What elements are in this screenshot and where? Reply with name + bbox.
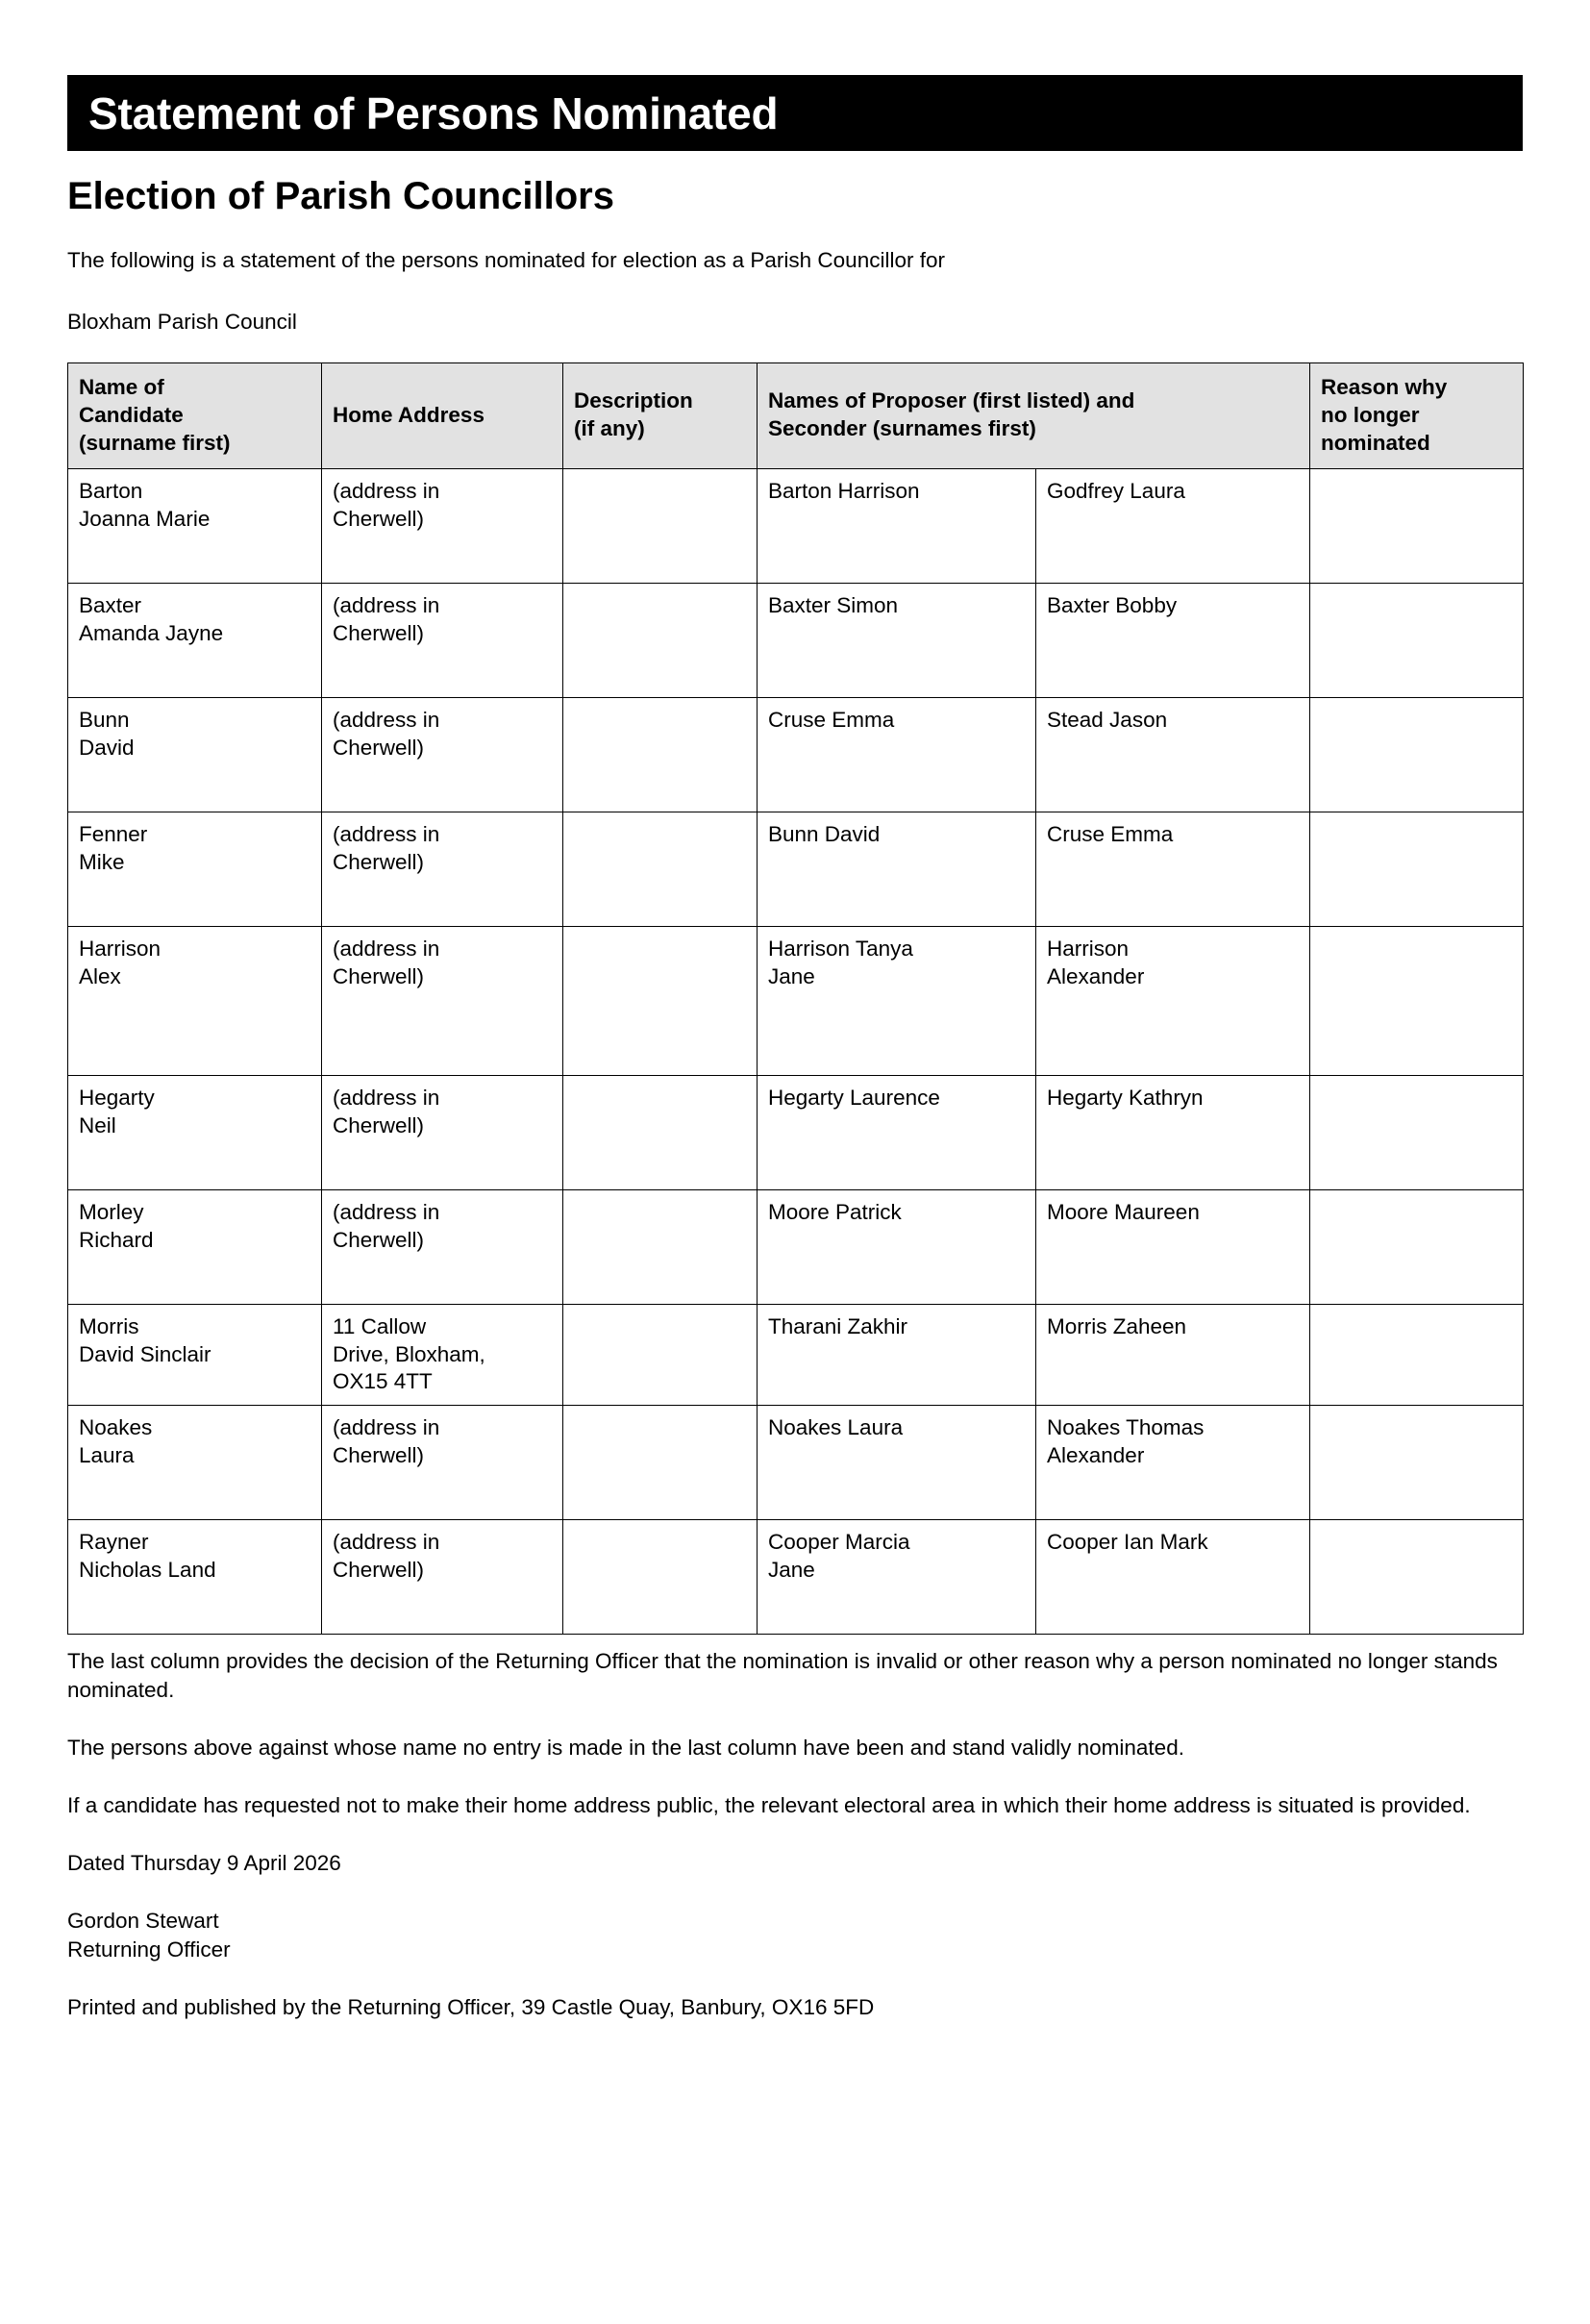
table-row [68, 583, 1524, 697]
cell-candidate-name [68, 926, 322, 1075]
header-name-line-2: Candidate [79, 402, 184, 427]
address-line-1: (address in [333, 707, 440, 732]
cell-description [563, 1406, 758, 1520]
address-line-2: Cherwell) [333, 1442, 425, 1467]
cell-description [563, 1189, 758, 1304]
candidate-surname: Morley [79, 1199, 144, 1224]
proposer-line-1: Tharani Zakhir [768, 1313, 908, 1338]
candidate-forenames: Joanna Marie [79, 506, 211, 531]
proposer-line-1: Hegarty Laurence [768, 1085, 940, 1110]
address-line-1: (address in [333, 478, 440, 503]
header-proposer-line-1: Names of Proposer (first listed) and [768, 388, 1135, 413]
candidate-surname: Morris [79, 1313, 139, 1338]
cell-proposer [758, 1520, 1036, 1635]
seconder-line-1: Godfrey Laura [1047, 478, 1185, 503]
cell-reason [1310, 468, 1524, 583]
table-body [68, 468, 1524, 1634]
cell-candidate-name [68, 468, 322, 583]
cell-candidate-name [68, 583, 322, 697]
address-line-2: Cherwell) [333, 1227, 425, 1252]
cell-description [563, 697, 758, 812]
cell-home-address [322, 1406, 563, 1520]
seconder-line-1: Noakes Thomas [1047, 1415, 1205, 1440]
proposer-line-1: Noakes Laura [768, 1415, 904, 1440]
address-line-2: Drive, Bloxham, [333, 1341, 485, 1366]
cell-candidate-name [68, 812, 322, 926]
cell-home-address [322, 812, 563, 926]
column-header-description [563, 362, 758, 468]
address-line-1: (address in [333, 1415, 440, 1440]
table-row [68, 468, 1524, 583]
candidate-forenames: Alex [79, 963, 121, 988]
candidate-surname: Noakes [79, 1415, 153, 1440]
cell-candidate-name [68, 1304, 322, 1405]
cell-reason [1310, 697, 1524, 812]
address-line-2: Cherwell) [333, 963, 425, 988]
cell-reason [1310, 812, 1524, 926]
cell-reason [1310, 1075, 1524, 1189]
seconder-line-1: Hegarty Kathryn [1047, 1085, 1204, 1110]
dated-line: Dated Thursday 9 April 2026 [67, 1850, 341, 1875]
cell-proposer [758, 697, 1036, 812]
candidate-surname: Bunn [79, 707, 130, 732]
cell-home-address [322, 697, 563, 812]
cell-home-address [322, 1304, 563, 1405]
cell-seconder [1036, 1189, 1310, 1304]
cell-proposer [758, 926, 1036, 1075]
cell-reason [1310, 583, 1524, 697]
address-line-2: Cherwell) [333, 620, 425, 645]
column-header-name-of-candidate [68, 362, 322, 468]
table-header-row [68, 362, 1524, 468]
cell-seconder [1036, 583, 1310, 697]
proposer-line-1: Barton Harrison [768, 478, 920, 503]
proposer-line-1: Baxter Simon [768, 592, 899, 617]
proposer-line-2: Jane [768, 1557, 815, 1582]
seconder-line-1: Morris Zaheen [1047, 1313, 1187, 1338]
header-proposer-line-2: Seconder (surnames first) [768, 416, 1036, 441]
cell-home-address [322, 926, 563, 1075]
seconder-line-1: Baxter Bobby [1047, 592, 1178, 617]
proposer-line-2: Jane [768, 963, 815, 988]
cell-seconder [1036, 1406, 1310, 1520]
table-row [68, 697, 1524, 812]
address-line-1: (address in [333, 592, 440, 617]
council-name: Bloxham Parish Council [67, 310, 297, 335]
cell-proposer [758, 468, 1036, 583]
cell-candidate-name [68, 1406, 322, 1520]
proposer-line-1: Moore Patrick [768, 1199, 902, 1224]
cell-seconder [1036, 468, 1310, 583]
address-line-3: OX15 4TT [333, 1369, 433, 1394]
table-row [68, 1075, 1524, 1189]
returning-officer-name: Gordon Stewart [67, 1908, 219, 1933]
table-row [68, 812, 1524, 926]
cell-description [563, 1520, 758, 1635]
cell-home-address [322, 1520, 563, 1635]
nominations-table [67, 362, 1524, 1635]
address-line-1: (address in [333, 1199, 440, 1224]
header-reason-line-2: no longer [1321, 402, 1420, 427]
cell-candidate-name [68, 1520, 322, 1635]
candidate-forenames: David [79, 735, 135, 760]
header-reason-line-1: Reason why [1321, 375, 1448, 400]
column-header-reason [1310, 362, 1524, 468]
address-line-2: Cherwell) [333, 1112, 425, 1137]
table-row [68, 926, 1524, 1075]
header-name-line-3: (surname first) [79, 430, 231, 455]
address-line-2: Cherwell) [333, 506, 425, 531]
seconder-line-1: Stead Jason [1047, 707, 1168, 732]
proposer-line-1: Cooper Marcia [768, 1530, 910, 1555]
seconder-line-1: Moore Maureen [1047, 1199, 1200, 1224]
address-line-2: Cherwell) [333, 849, 425, 874]
cell-reason [1310, 1520, 1524, 1635]
candidate-surname: Rayner [79, 1530, 149, 1555]
seconder-line-1: Cooper Ian Mark [1047, 1530, 1208, 1555]
candidate-surname: Baxter [79, 592, 142, 617]
address-line-1: (address in [333, 821, 440, 846]
cell-seconder [1036, 1304, 1310, 1405]
proposer-line-1: Cruse Emma [768, 707, 895, 732]
footer-notes [67, 1647, 1523, 2021]
seconder-line-1: Harrison [1047, 936, 1130, 961]
proposer-line-1: Bunn David [768, 821, 881, 846]
table-row [68, 1189, 1524, 1304]
cell-reason [1310, 926, 1524, 1075]
address-line-1: (address in [333, 936, 440, 961]
note-validly-nominated: The persons above against whose name no entry is made in the last column have been and stand validly nominated. [67, 1735, 1184, 1760]
cell-home-address [322, 583, 563, 697]
table-row [68, 1304, 1524, 1405]
page-title: Statement of Persons Nominated [88, 87, 779, 138]
candidate-forenames: Nicholas Land [79, 1557, 216, 1582]
header-description-line-2: (if any) [574, 416, 645, 441]
cell-description [563, 1075, 758, 1189]
imprint-line: Printed and published by the Returning Officer, 39 Castle Quay, Banbury, OX16 5FD [67, 1994, 875, 2019]
candidate-surname: Harrison [79, 936, 161, 961]
candidate-surname: Hegarty [79, 1085, 155, 1110]
column-header-home-address: Home Address [322, 362, 563, 468]
cell-home-address [322, 468, 563, 583]
cell-description [563, 812, 758, 926]
address-line-1: (address in [333, 1085, 440, 1110]
address-line-1: 11 Callow [333, 1313, 427, 1338]
cell-description [563, 1304, 758, 1405]
candidate-surname: Barton [79, 478, 143, 503]
cell-proposer [758, 1075, 1036, 1189]
header-name-line-1: Name of [79, 375, 164, 400]
table-header [68, 362, 1524, 468]
cell-seconder [1036, 1520, 1310, 1635]
cell-description [563, 583, 758, 697]
candidate-forenames: David Sinclair [79, 1341, 211, 1366]
seconder-line-2: Alexander [1047, 963, 1145, 988]
address-line-2: Cherwell) [333, 735, 425, 760]
note-address-privacy: If a candidate has requested not to make their home address public, the relevant electoral area in which their home address is situated is provided. [67, 1792, 1471, 1817]
cell-home-address [322, 1075, 563, 1189]
cell-reason [1310, 1189, 1524, 1304]
candidate-surname: Fenner [79, 821, 148, 846]
seconder-line-2: Alexander [1047, 1442, 1145, 1467]
proposer-line-1: Harrison Tanya [768, 936, 913, 961]
header-description-line-1: Description [574, 388, 693, 413]
title-banner [67, 75, 1523, 151]
intro-statement: The following is a statement of the persons nominated for election as a Parish Councillor for [67, 248, 945, 272]
cell-reason [1310, 1406, 1524, 1520]
note-returning-officer-decision: The last column provides the decision of the Returning Officer that the nomination is invalid or other reason why a person nominated no longer stands nominated. [67, 1649, 1498, 1703]
candidate-forenames: Amanda Jayne [79, 620, 224, 645]
cell-candidate-name [68, 697, 322, 812]
candidate-forenames: Richard [79, 1227, 154, 1252]
cell-seconder [1036, 926, 1310, 1075]
cell-seconder [1036, 1075, 1310, 1189]
cell-seconder [1036, 812, 1310, 926]
table-row [68, 1520, 1524, 1635]
header-reason-line-3: nominated [1321, 430, 1430, 455]
column-header-proposer-seconder [758, 362, 1310, 468]
cell-reason [1310, 1304, 1524, 1405]
returning-officer-block [67, 1907, 1523, 1964]
cell-proposer [758, 812, 1036, 926]
cell-description [563, 468, 758, 583]
cell-candidate-name [68, 1189, 322, 1304]
candidate-forenames: Mike [79, 849, 125, 874]
cell-proposer [758, 1304, 1036, 1405]
candidate-forenames: Neil [79, 1112, 116, 1137]
cell-candidate-name [68, 1075, 322, 1189]
address-line-2: Cherwell) [333, 1557, 425, 1582]
cell-home-address [322, 1189, 563, 1304]
cell-proposer [758, 1189, 1036, 1304]
table-row [68, 1406, 1524, 1520]
cell-proposer [758, 583, 1036, 697]
returning-officer-title: Returning Officer [67, 1937, 231, 1962]
cell-description [563, 926, 758, 1075]
election-subtitle: Election of Parish Councillors [67, 175, 614, 217]
candidate-forenames: Laura [79, 1442, 135, 1467]
seconder-line-1: Cruse Emma [1047, 821, 1174, 846]
cell-seconder [1036, 697, 1310, 812]
document-page [0, 75, 1590, 2324]
address-line-1: (address in [333, 1530, 440, 1555]
cell-proposer [758, 1406, 1036, 1520]
